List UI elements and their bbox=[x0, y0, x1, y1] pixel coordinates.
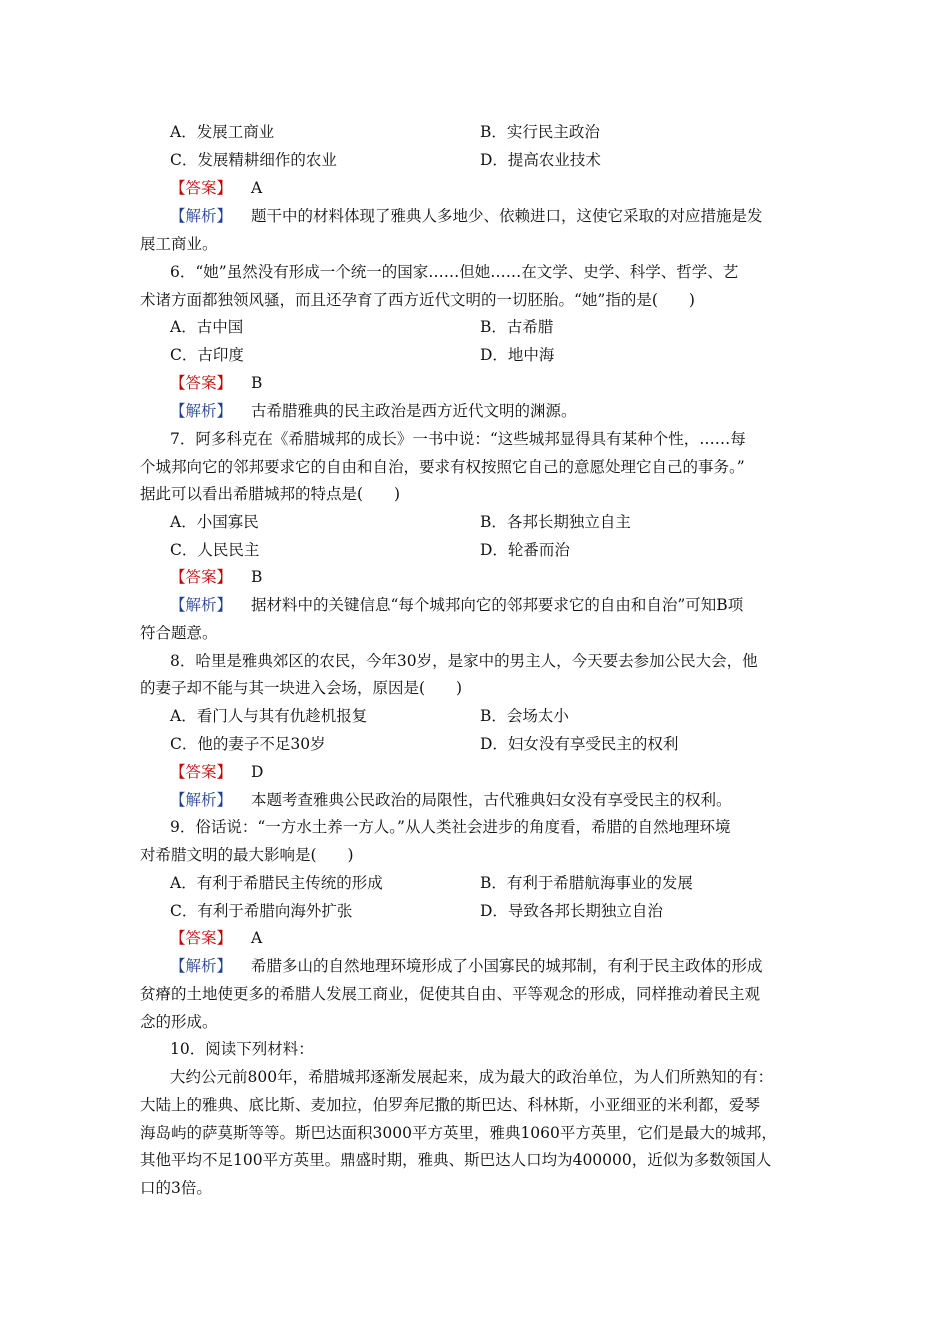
q8-option-b: B．会场太小 bbox=[480, 707, 569, 725]
q6-answer bbox=[170, 373, 262, 393]
q5-option-c: C．发展精耕细作的农业 bbox=[170, 151, 337, 169]
answer-value: B bbox=[250, 374, 263, 392]
q9-option-a: A．有利于希腊民主传统的形成 bbox=[170, 874, 383, 892]
q10-material-line1: 大约公元前800年，希腊城邦逐渐发展起来，成为最大的政治单位，为人们所熟知的有： bbox=[170, 1068, 774, 1086]
q5-answer bbox=[170, 178, 262, 198]
q8-explanation bbox=[170, 790, 731, 810]
answer-tag: 【答案】 bbox=[170, 568, 233, 586]
q9-stem-line2: 对希腊文明的最大影响是( ) bbox=[140, 846, 354, 864]
q7-stem-line3: 据此可以看出希腊城邦的特点是( ) bbox=[140, 485, 401, 503]
q10-material-line4: 其他平均不足100平方英里。鼎盛时期，雅典、斯巴达人口均为400000，近似为多数领国人 bbox=[140, 1151, 772, 1169]
q7-option-d: D．轮番而治 bbox=[480, 541, 570, 559]
q5-option-d: D．提高农业技术 bbox=[480, 151, 601, 169]
answer-value: A bbox=[250, 179, 263, 197]
explanation-tag: 【解析】 bbox=[170, 791, 233, 809]
answer-tag: 【答案】 bbox=[170, 763, 233, 781]
q9-option-c: C．有利于希腊向海外扩张 bbox=[170, 902, 353, 920]
answer-tag: 【答案】 bbox=[170, 929, 233, 947]
q10-material-line3: 海岛屿的萨莫斯等等。斯巴达面积3000平方英里，雅典1060平方英里，它们是最大的城邦， bbox=[140, 1124, 777, 1142]
explanation-text: 古希腊雅典的民主政治是西方近代文明的渊源。 bbox=[250, 402, 577, 420]
q6-stem-line1: 6．“她”虽然没有形成一个统一的国家……但她……在文学、史学、科学、哲学、艺 bbox=[170, 263, 739, 281]
q9-explanation-cont2: 念的形成。 bbox=[140, 1013, 218, 1031]
q6-option-b: B．古希腊 bbox=[480, 318, 554, 336]
explanation-tag: 【解析】 bbox=[170, 957, 233, 975]
q7-stem-line2: 个城邦向它的邻邦要求它的自由和自治，要求有权按照它自己的意愿处理它自己的事务。” bbox=[140, 458, 745, 476]
q8-stem-line1: 8．哈里是雅典郊区的农民，今年30岁，是家中的男主人，今天要去参加公民大会，他 bbox=[170, 652, 758, 670]
explanation-tag: 【解析】 bbox=[170, 596, 233, 614]
q7-explanation-cont: 符合题意。 bbox=[140, 624, 218, 642]
q6-option-a: A．古中国 bbox=[170, 318, 244, 336]
explanation-tag: 【解析】 bbox=[170, 402, 233, 420]
answer-tag: 【答案】 bbox=[170, 179, 233, 197]
q6-option-d: D．地中海 bbox=[480, 346, 555, 364]
explanation-text: 本题考查雅典公民政治的局限性，古代雅典妇女没有享受民主的权利。 bbox=[250, 791, 732, 809]
q9-stem-line1: 9．俗话说：“一方水土养一方人。”从人类社会进步的角度看，希腊的自然地理环境 bbox=[170, 818, 731, 836]
q8-option-a: A．看门人与其有仇趁机报复 bbox=[170, 707, 368, 725]
q7-option-a: A．小国寡民 bbox=[170, 513, 259, 531]
q8-option-d: D．妇女没有享受民主的权利 bbox=[480, 735, 679, 753]
explanation-text: 希腊多山的自然地理环境形成了小国寡民的城邦制，有利于民主政体的形成 bbox=[250, 957, 763, 975]
q9-explanation bbox=[170, 956, 762, 976]
answer-value: A bbox=[250, 929, 263, 947]
q10-stem: 10．阅读下列材料： bbox=[170, 1040, 314, 1058]
q8-answer bbox=[170, 762, 263, 782]
q6-stem-line2: 术诸方面都独领风骚，而且还孕育了西方近代文明的一切胚胎。“她”指的是( ) bbox=[140, 291, 695, 309]
q9-option-d: D．导致各邦长期独立自治 bbox=[480, 902, 663, 920]
q6-explanation bbox=[170, 401, 576, 421]
q5-explanation bbox=[170, 206, 762, 226]
answer-tag: 【答案】 bbox=[170, 374, 233, 392]
q9-option-b: B．有利于希腊航海事业的发展 bbox=[480, 874, 693, 892]
q5-option-a: A．发展工商业 bbox=[170, 123, 275, 141]
explanation-text: 据材料中的关键信息“每个城邦向它的邻邦要求它的自由和自治”可知B项 bbox=[250, 596, 744, 614]
q7-stem-line1: 7．阿多科克在《希腊城邦的成长》一书中说：“这些城邦显得具有某种个性，……每 bbox=[170, 430, 746, 448]
q9-answer bbox=[170, 928, 262, 948]
q5-explanation-cont: 展工商业。 bbox=[140, 235, 218, 253]
q7-option-b: B．各邦长期独立自主 bbox=[480, 513, 631, 531]
q5-option-b: B．实行民主政治 bbox=[480, 123, 600, 141]
q8-option-c: C．他的妻子不足30岁 bbox=[170, 735, 326, 753]
q7-option-c: C．人民民主 bbox=[170, 541, 260, 559]
answer-value: B bbox=[250, 568, 263, 586]
q9-explanation-cont: 贫瘠的土地使更多的希腊人发展工商业，促使其自由、平等观念的形成，同样推动着民主观 bbox=[140, 985, 761, 1003]
explanation-tag: 【解析】 bbox=[170, 207, 233, 225]
q8-stem-line2: 的妻子却不能与其一块进入会场，原因是( ) bbox=[140, 679, 463, 697]
explanation-text: 题干中的材料体现了雅典人多地少、依赖进口，这使它采取的对应措施是发 bbox=[250, 207, 763, 225]
q7-explanation bbox=[170, 595, 743, 615]
q10-material-line5: 口的3倍。 bbox=[140, 1179, 212, 1197]
answer-value: D bbox=[250, 763, 264, 781]
q6-option-c: C．古印度 bbox=[170, 346, 244, 364]
q10-material-line2: 大陆上的雅典、底比斯、麦加拉，伯罗奔尼撒的斯巴达、科林斯，小亚细亚的米利都，爱琴 bbox=[140, 1096, 761, 1114]
q7-answer bbox=[170, 567, 262, 587]
